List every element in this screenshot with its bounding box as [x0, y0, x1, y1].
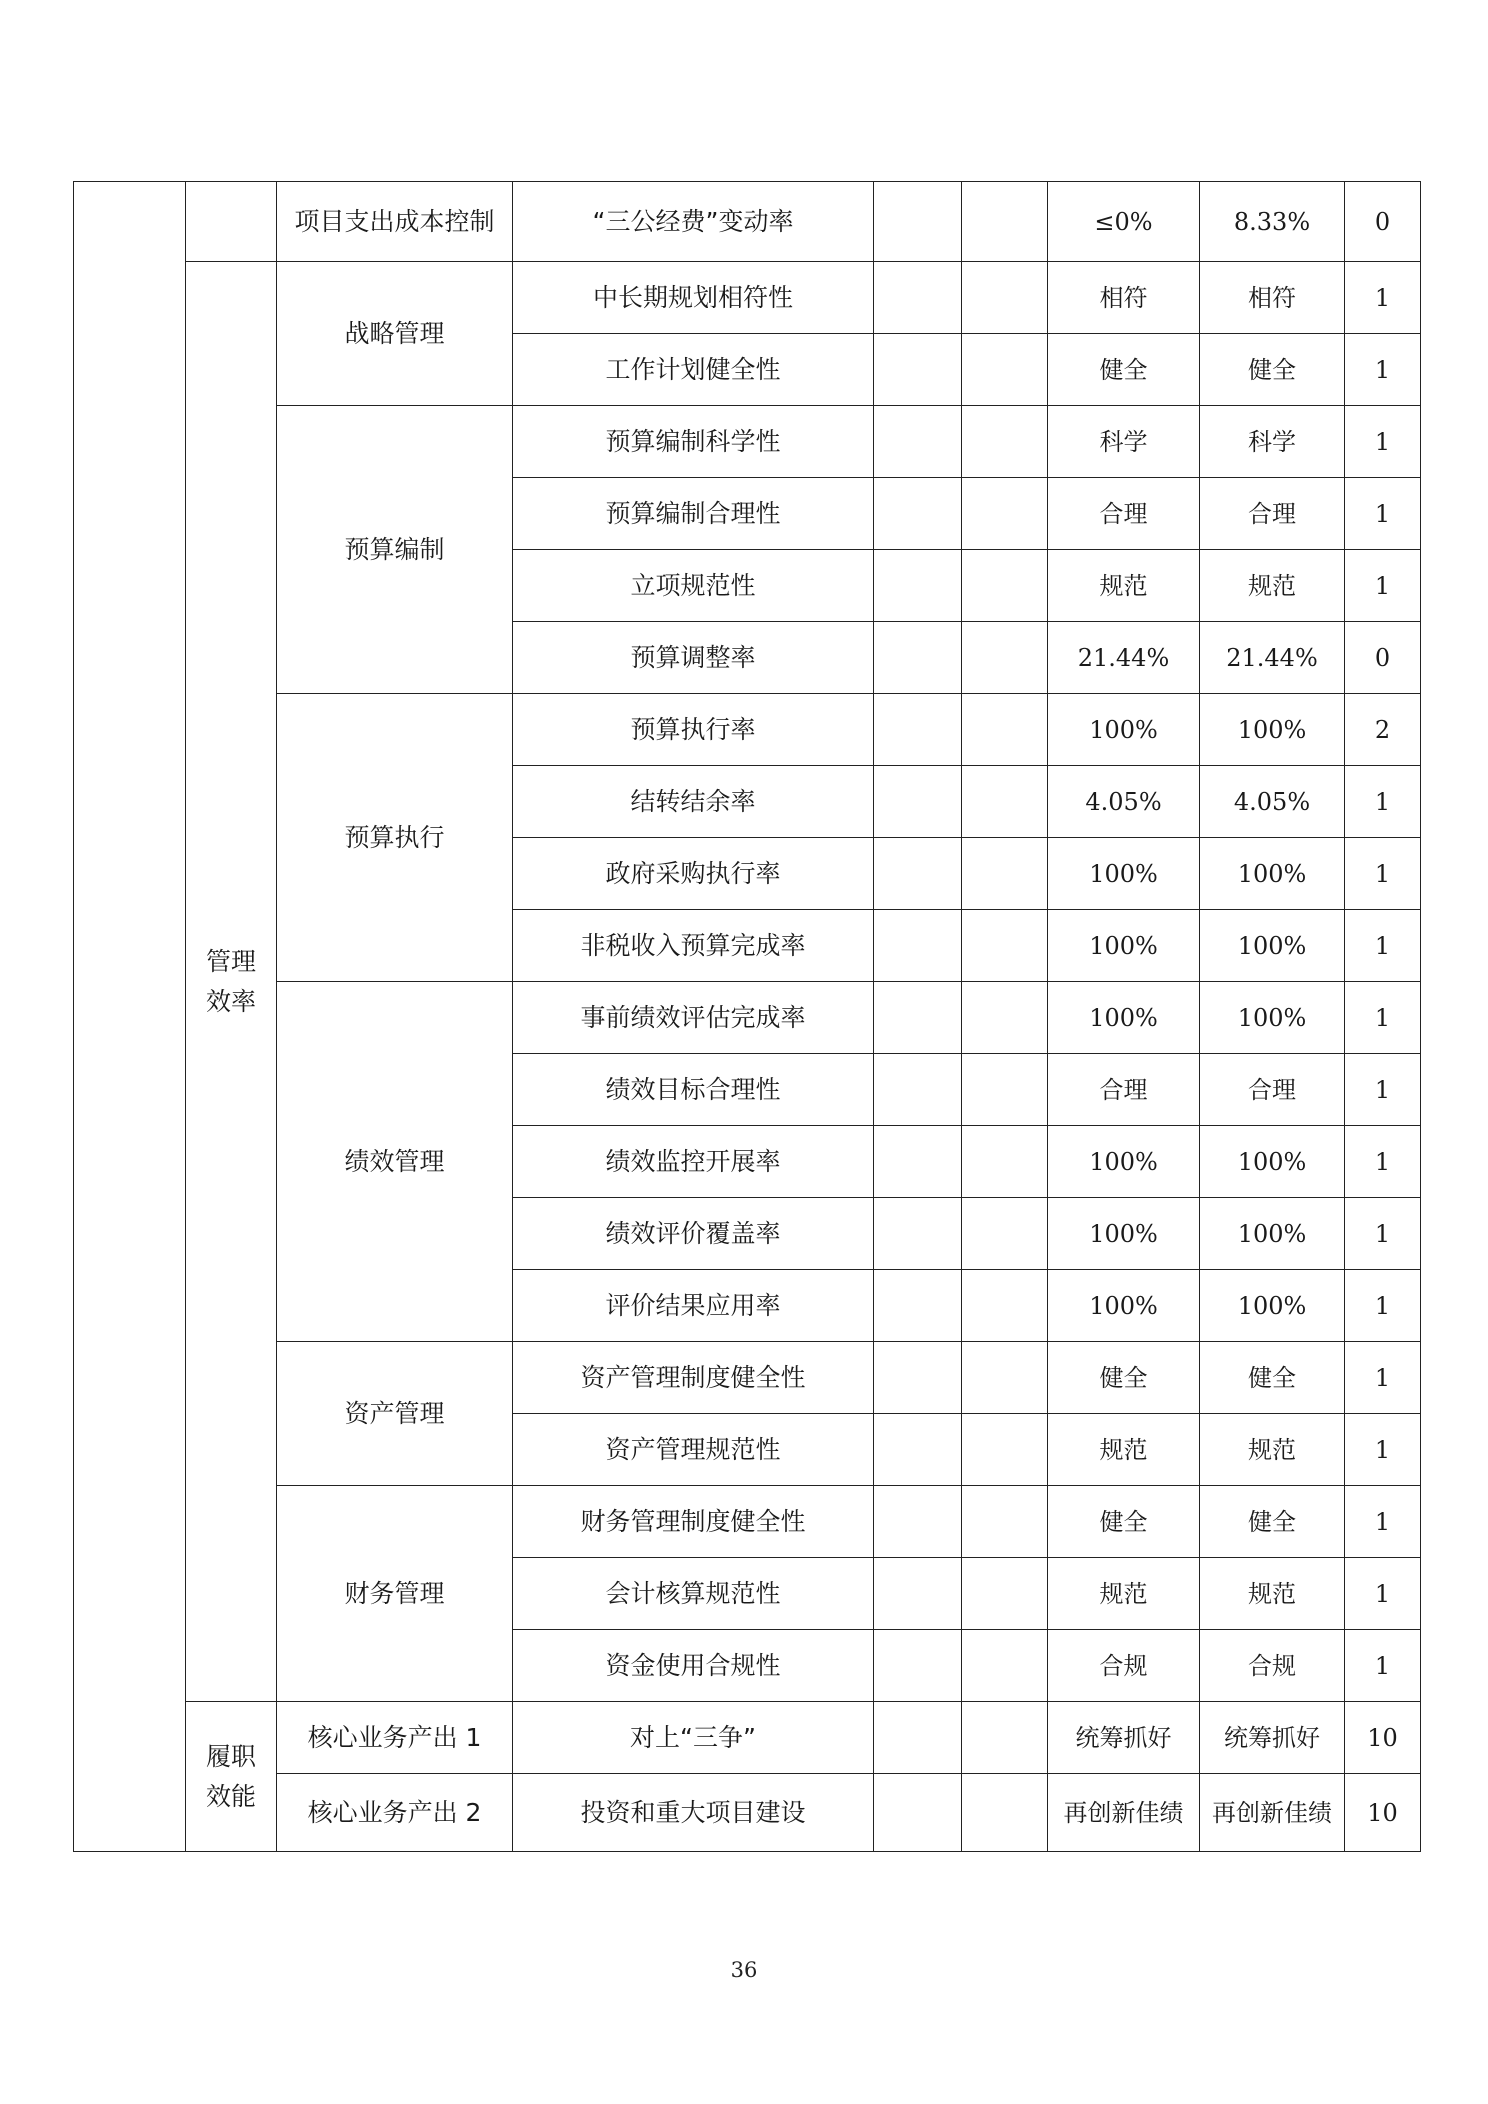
- target-cell: 100%: [1048, 1270, 1200, 1342]
- target-cell: 100%: [1048, 1198, 1200, 1270]
- weight-cell: [874, 1198, 962, 1270]
- target-cell: 科学: [1048, 406, 1200, 478]
- value-cell: [962, 1342, 1048, 1414]
- value-cell: [962, 622, 1048, 694]
- weight-cell: [874, 406, 962, 478]
- actual-cell: 合规: [1200, 1630, 1345, 1702]
- tertiary-category-cell: 绩效管理: [277, 982, 513, 1342]
- table-row: [74, 982, 1421, 1054]
- weight-cell: [874, 1414, 962, 1486]
- actual-cell: 100%: [1200, 1126, 1345, 1198]
- indicator-cell: 事前绩效评估完成率: [513, 982, 874, 1054]
- indicator-cell: 预算执行率: [513, 694, 874, 766]
- tertiary-category-cell: 预算执行: [277, 694, 513, 982]
- table-row: [74, 406, 1421, 478]
- table-row: [74, 182, 1421, 262]
- weight-cell: [874, 262, 962, 334]
- value-cell: [962, 982, 1048, 1054]
- indicator-cell: “三公经费”变动率: [513, 182, 874, 262]
- actual-cell: 健全: [1200, 1342, 1345, 1414]
- indicator-cell: 立项规范性: [513, 550, 874, 622]
- weight-cell: [874, 910, 962, 982]
- value-cell: [962, 1558, 1048, 1630]
- score-cell: 1: [1345, 1054, 1421, 1126]
- target-cell: 100%: [1048, 838, 1200, 910]
- value-cell: [962, 334, 1048, 406]
- actual-cell: 统筹抓好: [1200, 1702, 1345, 1774]
- indicator-cell: 资产管理制度健全性: [513, 1342, 874, 1414]
- actual-cell: 100%: [1200, 982, 1345, 1054]
- tertiary-category-cell: 资产管理: [277, 1342, 513, 1486]
- indicator-cell: 评价结果应用率: [513, 1270, 874, 1342]
- target-cell: 100%: [1048, 982, 1200, 1054]
- indicator-cell: 绩效评价覆盖率: [513, 1198, 874, 1270]
- value-cell: [962, 478, 1048, 550]
- score-cell: 1: [1345, 406, 1421, 478]
- actual-cell: 相符: [1200, 262, 1345, 334]
- actual-cell: 科学: [1200, 406, 1345, 478]
- weight-cell: [874, 1702, 962, 1774]
- table-row: [74, 1702, 1421, 1774]
- weight-cell: [874, 1270, 962, 1342]
- target-cell: 规范: [1048, 1558, 1200, 1630]
- value-cell: [962, 550, 1048, 622]
- actual-cell: 8.33%: [1200, 182, 1345, 262]
- weight-cell: [874, 622, 962, 694]
- score-cell: 1: [1345, 1558, 1421, 1630]
- actual-cell: 规范: [1200, 1414, 1345, 1486]
- score-cell: 1: [1345, 478, 1421, 550]
- target-cell: 4.05%: [1048, 766, 1200, 838]
- value-cell: [962, 182, 1048, 262]
- actual-cell: 100%: [1200, 910, 1345, 982]
- actual-cell: 健全: [1200, 334, 1345, 406]
- tertiary-category-cell: 预算编制: [277, 406, 513, 694]
- value-cell: [962, 406, 1048, 478]
- value-cell: [962, 694, 1048, 766]
- target-cell: 合理: [1048, 1054, 1200, 1126]
- category-duty-performance: 履职效能: [186, 1702, 277, 1852]
- target-cell: 合理: [1048, 478, 1200, 550]
- actual-cell: 100%: [1200, 1270, 1345, 1342]
- tertiary-category-cell: 核心业务产出 2: [277, 1774, 513, 1852]
- tertiary-category-cell: 财务管理: [277, 1486, 513, 1702]
- weight-cell: [874, 1054, 962, 1126]
- target-cell: ≤0%: [1048, 182, 1200, 262]
- score-cell: 1: [1345, 1630, 1421, 1702]
- score-cell: 1: [1345, 1198, 1421, 1270]
- actual-cell: 4.05%: [1200, 766, 1345, 838]
- indicator-cell: 绩效目标合理性: [513, 1054, 874, 1126]
- indicator-cell: 政府采购执行率: [513, 838, 874, 910]
- indicator-cell: 预算编制科学性: [513, 406, 874, 478]
- value-cell: [962, 766, 1048, 838]
- target-cell: 相符: [1048, 262, 1200, 334]
- value-cell: [962, 838, 1048, 910]
- actual-cell: 100%: [1200, 838, 1345, 910]
- score-cell: 1: [1345, 1414, 1421, 1486]
- indicator-cell: 资产管理规范性: [513, 1414, 874, 1486]
- indicator-cell: 非税收入预算完成率: [513, 910, 874, 982]
- indicator-cell: 中长期规划相符性: [513, 262, 874, 334]
- score-cell: 0: [1345, 182, 1421, 262]
- weight-cell: [874, 1126, 962, 1198]
- weight-cell: [874, 182, 962, 262]
- table-row: [74, 694, 1421, 766]
- target-cell: 再创新佳绩: [1048, 1774, 1200, 1852]
- target-cell: 规范: [1048, 550, 1200, 622]
- score-cell: 1: [1345, 910, 1421, 982]
- primary-category-cell: [74, 182, 186, 1852]
- indicator-cell: 投资和重大项目建设: [513, 1774, 874, 1852]
- value-cell: [962, 1054, 1048, 1126]
- table-row: [74, 262, 1421, 334]
- indicator-cell: 工作计划健全性: [513, 334, 874, 406]
- indicator-cell: 绩效监控开展率: [513, 1126, 874, 1198]
- secondary-category-cell: [186, 182, 277, 262]
- target-cell: 统筹抓好: [1048, 1702, 1200, 1774]
- score-cell: 1: [1345, 334, 1421, 406]
- value-cell: [962, 1270, 1048, 1342]
- indicator-cell: 会计核算规范性: [513, 1558, 874, 1630]
- weight-cell: [874, 694, 962, 766]
- indicator-cell: 资金使用合规性: [513, 1630, 874, 1702]
- target-cell: 100%: [1048, 1126, 1200, 1198]
- indicator-cell: 财务管理制度健全性: [513, 1486, 874, 1558]
- value-cell: [962, 1702, 1048, 1774]
- score-cell: 10: [1345, 1774, 1421, 1852]
- table-row: [74, 1486, 1421, 1558]
- table-row: [74, 1774, 1421, 1852]
- value-cell: [962, 1486, 1048, 1558]
- indicator-cell: 预算调整率: [513, 622, 874, 694]
- score-cell: 1: [1345, 982, 1421, 1054]
- score-cell: 0: [1345, 622, 1421, 694]
- tertiary-category-cell: 核心业务产出 1: [277, 1702, 513, 1774]
- page-number: 36: [730, 1958, 758, 1982]
- weight-cell: [874, 1630, 962, 1702]
- value-cell: [962, 910, 1048, 982]
- actual-cell: 100%: [1200, 694, 1345, 766]
- actual-cell: 合理: [1200, 1054, 1345, 1126]
- performance-indicator-table: [73, 181, 1421, 1852]
- actual-cell: 100%: [1200, 1198, 1345, 1270]
- score-cell: 10: [1345, 1702, 1421, 1774]
- value-cell: [962, 1198, 1048, 1270]
- weight-cell: [874, 766, 962, 838]
- target-cell: 100%: [1048, 694, 1200, 766]
- score-cell: 2: [1345, 694, 1421, 766]
- target-cell: 100%: [1048, 910, 1200, 982]
- weight-cell: [874, 982, 962, 1054]
- actual-cell: 规范: [1200, 1558, 1345, 1630]
- actual-cell: 21.44%: [1200, 622, 1345, 694]
- actual-cell: 再创新佳绩: [1200, 1774, 1345, 1852]
- weight-cell: [874, 1342, 962, 1414]
- score-cell: 1: [1345, 838, 1421, 910]
- target-cell: 规范: [1048, 1414, 1200, 1486]
- actual-cell: 规范: [1200, 550, 1345, 622]
- target-cell: 健全: [1048, 1486, 1200, 1558]
- value-cell: [962, 1630, 1048, 1702]
- weight-cell: [874, 838, 962, 910]
- score-cell: 1: [1345, 1270, 1421, 1342]
- target-cell: 健全: [1048, 1342, 1200, 1414]
- value-cell: [962, 262, 1048, 334]
- weight-cell: [874, 550, 962, 622]
- value-cell: [962, 1126, 1048, 1198]
- score-cell: 1: [1345, 1486, 1421, 1558]
- target-cell: 21.44%: [1048, 622, 1200, 694]
- value-cell: [962, 1414, 1048, 1486]
- target-cell: 健全: [1048, 334, 1200, 406]
- tertiary-category-cell: 项目支出成本控制: [277, 182, 513, 262]
- weight-cell: [874, 1774, 962, 1852]
- actual-cell: 合理: [1200, 478, 1345, 550]
- indicator-cell: 结转结余率: [513, 766, 874, 838]
- actual-cell: 健全: [1200, 1486, 1345, 1558]
- table-row: [74, 1342, 1421, 1414]
- tertiary-category-cell: 战略管理: [277, 262, 513, 406]
- score-cell: 1: [1345, 1126, 1421, 1198]
- weight-cell: [874, 1558, 962, 1630]
- score-cell: 1: [1345, 1342, 1421, 1414]
- indicator-cell: 对上“三争”: [513, 1702, 874, 1774]
- weight-cell: [874, 478, 962, 550]
- score-cell: 1: [1345, 550, 1421, 622]
- weight-cell: [874, 334, 962, 406]
- score-cell: 1: [1345, 262, 1421, 334]
- score-cell: 1: [1345, 766, 1421, 838]
- value-cell: [962, 1774, 1048, 1852]
- weight-cell: [874, 1486, 962, 1558]
- target-cell: 合规: [1048, 1630, 1200, 1702]
- indicator-cell: 预算编制合理性: [513, 478, 874, 550]
- category-management-efficiency: 管理效率: [186, 262, 277, 1702]
